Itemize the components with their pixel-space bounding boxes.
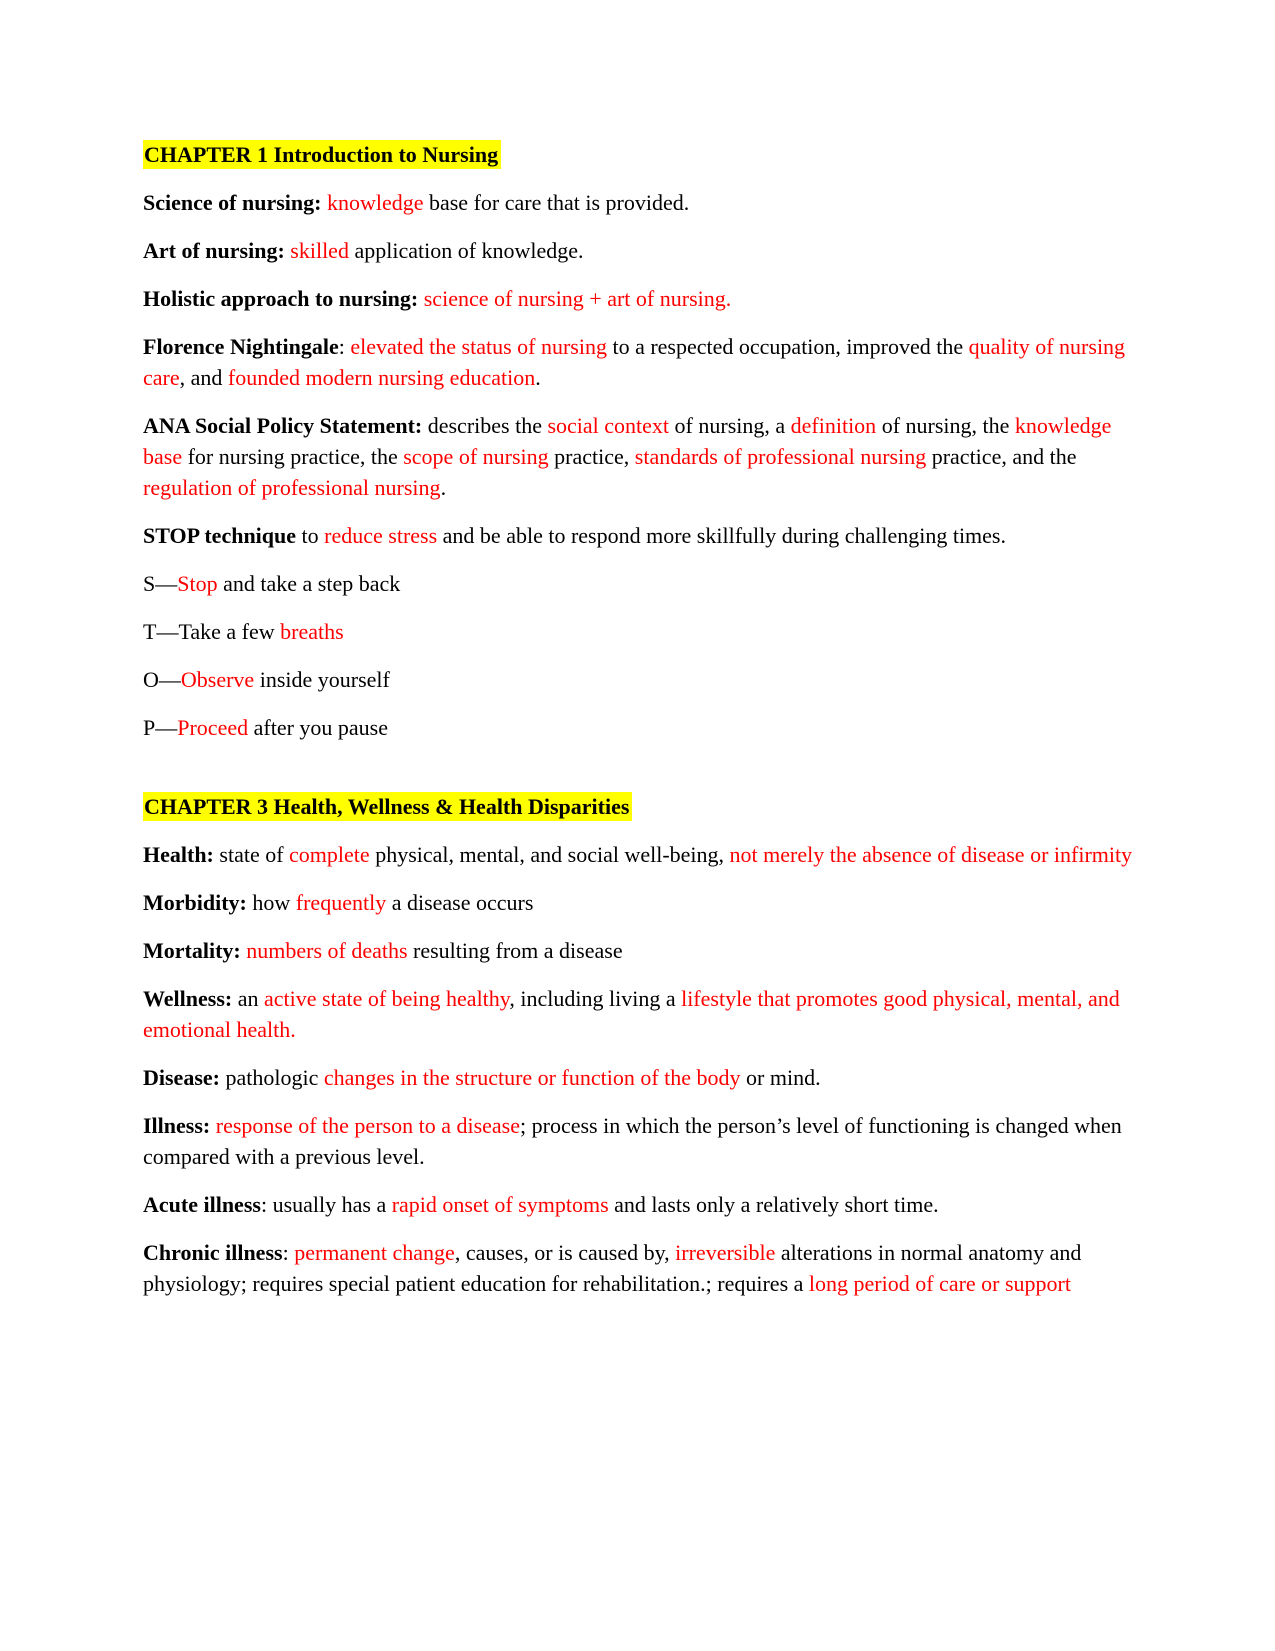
- highlighted-red-text: standards of professional nursing: [634, 444, 927, 469]
- highlighted-red-text: long period of care or support: [808, 1271, 1071, 1296]
- paragraph: [143, 616, 1133, 647]
- body-text: after you pause: [248, 715, 388, 740]
- body-text: to a respected occupation, improved the: [606, 334, 969, 359]
- body-text: to: [296, 523, 325, 548]
- section-heading: [143, 139, 1133, 170]
- body-text: inside yourself: [254, 667, 390, 692]
- body-text: an: [232, 986, 264, 1011]
- term-label: STOP technique: [143, 523, 297, 548]
- highlighted-red-text: quality of nursing care: [143, 334, 1126, 390]
- term-label: Acute illness: [143, 1192, 261, 1217]
- term-label: Mortality:: [143, 938, 241, 963]
- highlighted-red-text: knowledge: [326, 190, 424, 215]
- highlighted-red-text: founded modern nursing education: [227, 365, 536, 390]
- body-text: practice,: [548, 444, 635, 469]
- body-text: .: [440, 475, 447, 500]
- highlighted-red-text: complete: [289, 842, 370, 867]
- paragraph: [143, 1189, 1133, 1220]
- highlighted-red-text: skilled: [290, 238, 349, 263]
- paragraph: [143, 187, 1133, 218]
- highlighted-red-text: lifestyle that promotes good physical, mental, and emotional health.: [143, 986, 1120, 1042]
- highlighted-red-text: active state of being healthy: [264, 986, 510, 1011]
- body-text: resulting from a disease: [407, 938, 623, 963]
- highlighted-red-text: Proceed: [177, 715, 249, 740]
- body-text: , and: [179, 365, 228, 390]
- highlighted-red-text: elevated the status of nursing: [350, 334, 607, 359]
- body-text: S—: [143, 571, 178, 596]
- highlighted-red-text: science of nursing + art of nursing.: [423, 286, 732, 311]
- body-text: ; process in which the person’s level of functioning is changed when compared with a previous level.: [143, 1113, 1122, 1169]
- highlighted-red-text: knowledge base: [143, 413, 1112, 469]
- paragraph: [143, 887, 1133, 918]
- body-text: P—: [143, 715, 178, 740]
- term-label: ANA Social Policy Statement:: [143, 413, 423, 438]
- highlighted-red-text: definition: [790, 413, 877, 438]
- paragraph: [143, 1062, 1133, 1093]
- paragraph: [143, 664, 1133, 695]
- paragraph: [143, 520, 1133, 551]
- chapter-heading-highlight: CHAPTER 1 Introduction to Nursing: [143, 140, 501, 169]
- highlighted-red-text: permanent change: [294, 1240, 455, 1265]
- highlighted-red-text: scope of nursing: [403, 444, 549, 469]
- term-label: Science of nursing:: [143, 190, 322, 215]
- highlighted-red-text: not merely the absence of disease or infirmity: [729, 842, 1133, 867]
- body-text: , including living a: [509, 986, 682, 1011]
- paragraph: [143, 935, 1133, 966]
- body-text: state of: [213, 842, 290, 867]
- body-text: and be able to respond more skillfully during challenging times.: [437, 523, 1006, 548]
- body-text: :: [338, 334, 351, 359]
- body-text: and lasts only a relatively short time.: [608, 1192, 939, 1217]
- highlighted-red-text: rapid onset of symptoms: [391, 1192, 609, 1217]
- highlighted-red-text: response of the person to a disease: [215, 1113, 520, 1138]
- term-label: Art of nursing:: [143, 238, 285, 263]
- body-text: or mind.: [740, 1065, 821, 1090]
- highlighted-red-text: frequently: [295, 890, 387, 915]
- paragraph: [143, 331, 1133, 393]
- term-label: Chronic illness: [143, 1240, 283, 1265]
- paragraph: [143, 839, 1133, 870]
- term-label: Morbidity:: [143, 890, 247, 915]
- body-text: for nursing practice, the: [182, 444, 404, 469]
- body-text: physical, mental, and social well-being,: [369, 842, 730, 867]
- body-text: O—: [143, 667, 181, 692]
- section-heading: [143, 791, 1133, 822]
- term-label: Health:: [143, 842, 214, 867]
- term-label: Florence Nightingale: [143, 334, 339, 359]
- highlighted-red-text: reduce stress: [324, 523, 438, 548]
- chapter-heading-highlight: CHAPTER 3 Health, Wellness & Health Disparities: [143, 792, 632, 821]
- body-text: :: [282, 1240, 295, 1265]
- body-text: alterations in normal anatomy and physiology; requires special patient education for rehabilitation.; requires a: [143, 1240, 1082, 1296]
- body-text: , causes, or is caused by,: [454, 1240, 676, 1265]
- term-label: Wellness:: [143, 986, 233, 1011]
- paragraph: [143, 568, 1133, 599]
- body-text: practice, and the: [926, 444, 1077, 469]
- highlighted-red-text: social context: [547, 413, 670, 438]
- body-text: pathologic: [219, 1065, 324, 1090]
- body-text: how: [246, 890, 296, 915]
- highlighted-red-text: Stop: [177, 571, 218, 596]
- term-label: Illness:: [143, 1113, 211, 1138]
- term-label: Holistic approach to nursing:: [143, 286, 419, 311]
- body-text: of nursing, the: [876, 413, 1015, 438]
- highlighted-red-text: regulation of professional nursing: [143, 475, 441, 500]
- paragraph: [143, 1237, 1133, 1299]
- highlighted-red-text: breaths: [280, 619, 344, 644]
- body-text: a disease occurs: [386, 890, 534, 915]
- highlighted-red-text: Observe: [180, 667, 255, 692]
- paragraph: [143, 1110, 1133, 1172]
- body-text: base for care that is provided.: [423, 190, 690, 215]
- body-text: .: [535, 365, 541, 390]
- paragraph: [143, 283, 1133, 314]
- body-text: T—Take a few: [143, 619, 281, 644]
- paragraph: [143, 712, 1133, 743]
- paragraph: [143, 235, 1133, 266]
- body-text: : usually has a: [260, 1192, 392, 1217]
- highlighted-red-text: changes in the structure or function of the body: [323, 1065, 741, 1090]
- body-text: and take a step back: [217, 571, 401, 596]
- body-text: application of knowledge.: [348, 238, 584, 263]
- body-text: describes the: [422, 413, 548, 438]
- paragraph: [143, 410, 1133, 503]
- highlighted-red-text: irreversible: [675, 1240, 776, 1265]
- highlighted-red-text: numbers of deaths: [246, 938, 408, 963]
- paragraph: [143, 983, 1133, 1045]
- body-text: of nursing, a: [669, 413, 791, 438]
- term-label: Disease:: [143, 1065, 220, 1090]
